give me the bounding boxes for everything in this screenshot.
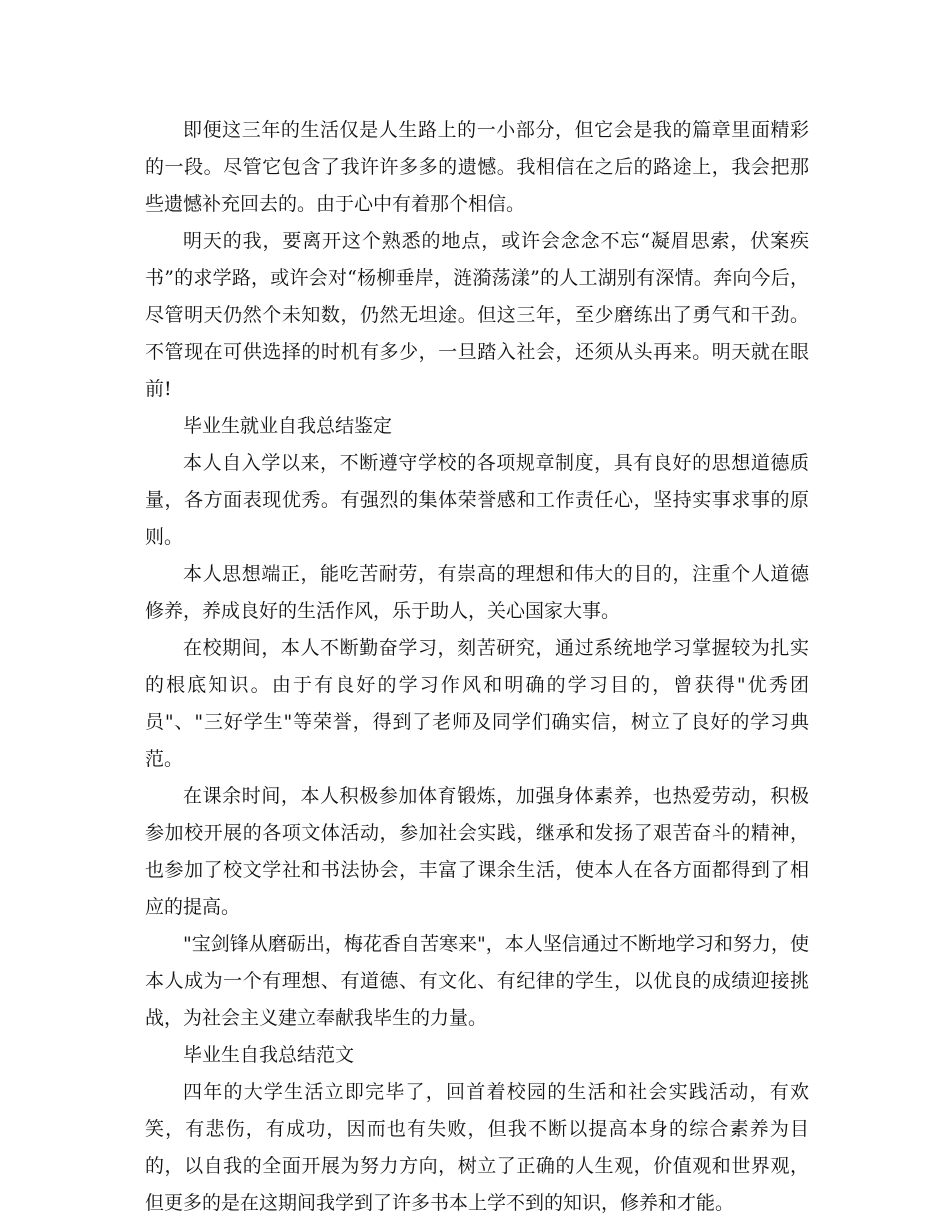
section-heading-employment-summary: 毕业生就业自我总结鉴定 [183,415,393,437]
paragraph-1: 即便这三年的生活仅是人生路上的一小部分，但它会是我的篇章里面精彩的一段。尽管它包含了我许许多多的遗憾。我相信在之后的路途上，我会把那些遗憾补充回去的。由于心中有着那个相信。 [145,119,809,215]
paragraph-3: 本人自入学以来，不断遵守学校的各项规章制度，具有良好的思想道德质量，各方面表现优秀。有强烈的集体荣誉感和工作责任心，坚持实事求事的原则。 [145,452,809,548]
paragraph-7: "宝剑锋从磨砺出，梅花香自苦寒来"，本人坚信通过不断地学习和努力，使本人成为一个有理想、有道德、有文化、有纪律的学生，以优良的成绩迎接挑战，为社会主义建立奉献我毕生的力量。 [145,933,809,1029]
section-heading-graduate-summary: 毕业生自我总结范文 [183,1044,355,1066]
paragraph-6: 在课余时间，本人积极参加体育锻炼，加强身体素养，也热爱劳动，积极参加校开展的各项文体活动，参加社会实践，继承和发扬了艰苦奋斗的精神，也参加了校文学社和书法协会，丰富了课余生活，使本人在各方面都得到了相应的提高。 [145,785,809,918]
document-page [145,112,809,1222]
paragraph-5: 在校期间，本人不断勤奋学习，刻苦研究，通过系统地学习掌握较为扎实的根底知识。由于有良好的学习作风和明确的学习目的，曾获得"优秀团员"、"三好学生"等荣誉，得到了老师及同学们确实信，树立了良好的学习典范。 [145,637,809,770]
paragraph-4: 本人思想端正，能吃苦耐劳，有崇高的理想和伟大的目的，注重个人道德修养，养成良好的生活作风，乐于助人，关心国家大事。 [145,563,809,622]
paragraph-8: 四年的大学生活立即完毕了，回首着校园的生活和社会实践活动，有欢笑，有悲伤，有成功，因而也有失败，但我不断以提高本身的综合素养为目的，以自我的全面开展为努力方向，树立了正确的人生观，价值观和世界观，但更多的是在这期间我学到了许多书本上学不到的知识，修养和才能。 [145,1081,809,1214]
paragraph-2: 明天的我，要离开这个熟悉的地点，或许会念念不忘“凝眉思索，伏案疾书”的求学路，或许会对“杨柳垂岸，涟漪荡漾”的人工湖别有深情。奔向今后，尽管明天仍然个未知数，仍然无坦途。但这三年，至少磨练出了勇气和干劲。不管现在可供选择的时机有多少，一旦踏入社会，还须从头再来。明天就在眼前! [145,230,809,400]
